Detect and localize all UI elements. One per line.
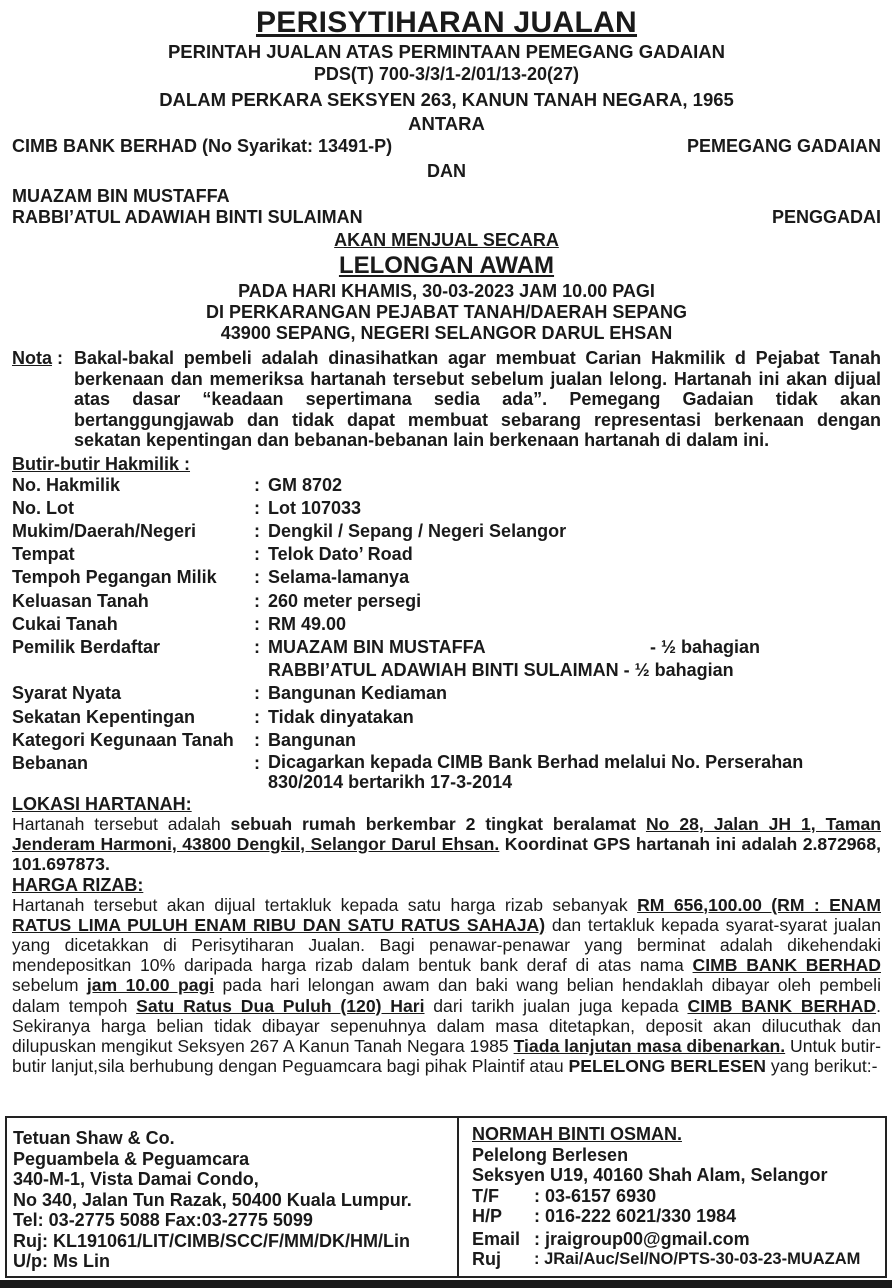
lokasi-text: Hartanah tersebut adalah sebuah rumah berkembar 2 tingkat beralamat No 28, Jalan JH 1, Taman Jenderam Harmoni, 43800 Dengkil, Selangor Darul Ehsan. Koordinat GPS hartanah ini adalah 2.872968, 101.697873. bbox=[12, 813, 882, 875]
auction-date: PADA HARI KHAMIS, 30-03-2023 JAM 10.00 PAGI bbox=[238, 281, 655, 301]
solicitor-contact: Tetuan Shaw & Co. Peguambela & Peguamcara 340-M-1, Vista Damai Condo, No 340, Jalan Tun Razak, 50400 Kuala Lumpur. Tel: 03-2775 5088 Fax:03-2775 5099 Ruj: KL191061/LIT/CIMB/SCC/F/MM/DK/HM/Lin U/p: Ms Lin bbox=[7, 1118, 459, 1276]
table-row: Tempoh Pegangan Milik : Selama-lamanya bbox=[12, 567, 410, 588]
chargee-role: PEMEGANG GADAIAN bbox=[686, 136, 881, 156]
reserve-price: RM 656,100.00 (RM : ENAM RATUS LIMA PULUH ENAM RIBU DAN SATU RATUS SAHAJA) bbox=[12, 894, 881, 935]
table-row: Tempat : Telok Dato’ Road bbox=[12, 544, 413, 565]
akan-menjual: AKAN MENJUAL SECARA bbox=[334, 230, 559, 250]
nota-label: Nota bbox=[12, 348, 52, 368]
table-row: Kategori Kegunaan Tanah : Bangunan bbox=[12, 729, 356, 750]
chargor-1: MUAZAM BIN MUSTAFFA bbox=[12, 186, 230, 206]
harga-heading: HARGA RIZAB: bbox=[12, 874, 144, 895]
table-row: Bebanan : Dicagarkan kepada CIMB Bank Berhad melalui No. Perserahan 830/2014 bertarikh 17-3-2014 bbox=[12, 751, 804, 792]
dan-label: DAN bbox=[427, 161, 466, 181]
table-row: Mukim/Daerah/Negeri : Dengkil / Sepang / Negeri Selangor bbox=[12, 520, 567, 541]
contact-box bbox=[5, 1116, 887, 1278]
property-address: No 28, Jalan JH 1, Taman Jenderam Harmoni, 43800 Dengkil, Selangor Darul Ehsan. bbox=[12, 813, 881, 855]
nota-text: Bakal-bakal pembeli adalah dinasihatkan agar membuat Carian Hakmilik d Pejabat Tanah berkenaan dan memeriksa hartanah tersebut sebelum jualan lelong. Hartanah ini akan dijual atas dasar “keadaan sepertimana sedia ada”. Pemegang Gadaian tidak akan bertanggungjawab dan tidak dapat membuat sebarang representasi berkenaan dengan sekatan kepentingan dan bebanan-bebanan lain berkenaan hartanah di dalam ini. bbox=[74, 348, 881, 450]
chargor-2: RABBI’ATUL ADAWIAH BINTI SULAIMAN bbox=[12, 207, 363, 227]
table-row: Pemilik Berdaftar : MUAZAM BIN MUSTAFFA - ½ bahagian RABBI’ATUL ADAWIAH BINTI SULAIMAN - ½ bahagian bbox=[12, 636, 803, 682]
butiran-heading: Butir-butir Hakmilik : bbox=[12, 453, 191, 474]
bottom-rule bbox=[0, 1280, 892, 1288]
table-row: No. Hakmilik : GM 8702 bbox=[12, 474, 343, 495]
table-row: No. Lot : Lot 107033 bbox=[12, 497, 362, 518]
owner-2: RABBI’ATUL ADAWIAH BINTI SULAIMAN - ½ bahagian bbox=[268, 660, 734, 681]
table-row: Keluasan Tanah : 260 meter persegi bbox=[12, 590, 422, 611]
chargee-name: CIMB BANK BERHAD (No Syarikat: 13491-P) bbox=[12, 136, 393, 156]
auction-venue-2: 43900 SEPANG, NEGERI SELANGOR DARUL EHSAN bbox=[220, 323, 673, 343]
title-details-table bbox=[12, 474, 803, 792]
nota-block: Nota : Bakal-bakal pembeli adalah dinasihatkan agar membuat Carian Hakmilik d Pejabat Tanah berkenaan dan memeriksa hartanah tersebut sebelum jualan lelong. Hartanah ini akan dijual atas dasar “keadaan sepertimana sedia ada”. Pemegang Gadaian tidak akan bertanggungjawab dan tidak dapat membuat sebarang representasi berkenaan dengan sekatan kepentingan dan bebanan-bebanan lain berkenaan hartanah di dalam ini. bbox=[12, 348, 881, 450]
chargor-role: PENGGADAI bbox=[771, 207, 881, 227]
antara-label: ANTARA bbox=[408, 113, 485, 134]
auction-venue-1: DI PERKARANGAN PEJABAT TANAH/DAERAH SEPANG bbox=[205, 302, 688, 322]
auctioneer-name: NORMAH BINTI OSMAN. bbox=[472, 1124, 682, 1144]
table-row: Syarat Nyata : Bangunan Kediaman bbox=[12, 683, 448, 704]
table-row: Cukai Tanah : RM 49.00 bbox=[12, 613, 347, 634]
reference-number: PDS(T) 700-3/3/1-2/01/13-20(27) bbox=[313, 64, 580, 84]
table-row: Sekatan Kepentingan : Tidak dinyatakan bbox=[12, 706, 414, 727]
order-line: PERINTAH JUALAN ATAS PERMINTAAN PEMEGANG GADAIAN bbox=[167, 41, 726, 62]
auctioneer-contact: NORMAH BINTI OSMAN. Pelelong Berlesen Seksyen U19, 40160 Shah Alam, Selangor T/F : 03-6157 6930 H/P : 016-222 6021/330 1984 Email : jraigroup00@gmail.com Ruj : JRai/Auc/Sel/NO/PTS-30-03-23-MUAZAM bbox=[459, 1118, 885, 1276]
bebanan-line-1: Dicagarkan kepada CIMB Bank Berhad melalui No. Perserahan bbox=[268, 751, 804, 772]
chargee-row bbox=[12, 136, 881, 157]
lokasi-heading: LOKASI HARTANAH: bbox=[12, 793, 192, 814]
notice-title: PERISYTIHARAN JUALAN bbox=[255, 6, 638, 39]
lelongan-awam: LELONGAN AWAM bbox=[338, 252, 555, 279]
chargor-row bbox=[12, 207, 881, 228]
harga-text: Hartanah tersebut akan dijual tertakluk kepada satu harga rizab sebanyak RM 656,100.00 (RM : ENAM RATUS LIMA PULUH ENAM RIBU DAN SATU RATUS SAHAJA) dan tertakluk kepada syarat-syarat jualan yang dicetakkan di Perisytiharan Jualan. Bagi penawar-penawar yang berminat adalah dikehendaki mendepositkan 10% daripada harga rizab dalam bentuk bank deraf di atas nama CIMB BANK BERHAD sebelum jam 10.00 pagi pada hari lelongan awam dan baki wang belian hendaklah dibayar oleh pembeli dalam tempoh Satu Ratus Dua Puluh (120) Hari dari tarikh jualan juga kepada CIMB BANK BERHAD. Sekiranya harga belian tidak dibayar sepenuhnya dalam masa ditetapkan, deposit akan dilucuthak dan dilupuskan mengikut Seksyen 267 A Kanun Tanah Negara 1985 Tiada lanjutan masa dibenarkan. Untuk butir-butir lanjut,sila berhubung dengan Peguamcara bagi pihak Plaintif atau PELELONG BERLESEN yang berikut:- bbox=[12, 894, 882, 1077]
owner-1: MUAZAM BIN MUSTAFFA - ½ bahagian bbox=[268, 636, 761, 657]
section-line: DALAM PERKARA SEKSYEN 263, KANUN TANAH NEGARA, 1965 bbox=[159, 89, 734, 110]
bebanan-line-2: 830/2014 bertarikh 17-3-2014 bbox=[268, 771, 513, 792]
